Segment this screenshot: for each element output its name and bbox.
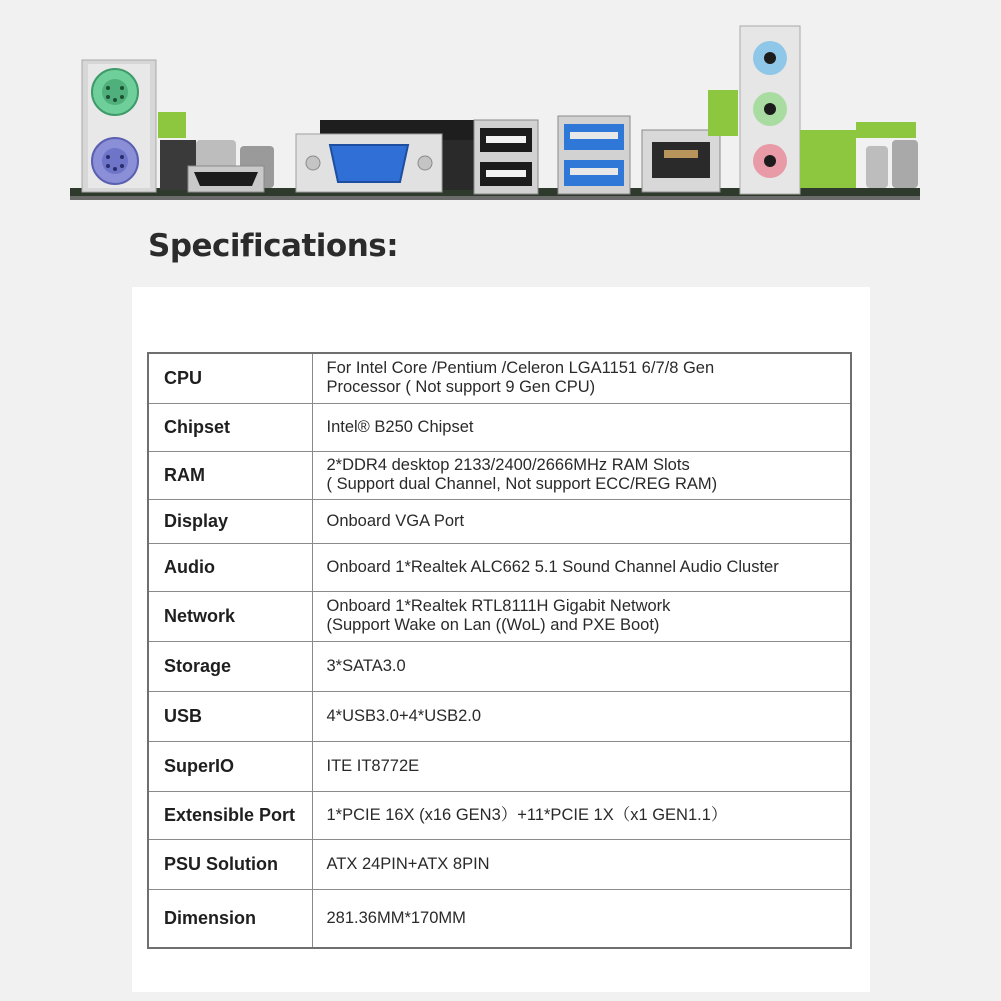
table-row — [148, 741, 851, 791]
spec-label: Storage — [148, 641, 312, 691]
spec-value — [312, 791, 851, 839]
table-row — [148, 691, 851, 741]
table-row — [148, 889, 851, 948]
table-row — [148, 543, 851, 591]
spec-value — [312, 543, 851, 591]
motherboard-io-panel-image — [0, 0, 1001, 215]
table-row — [148, 839, 851, 889]
spec-value-line: Onboard 1*Realtek RTL8111H Gigabit Network — [326, 597, 671, 615]
table-row — [148, 353, 851, 403]
table-row — [148, 591, 851, 641]
spec-value-line: 1*PCIE 16X (x16 GEN3）+11*PCIE 1X（x1 GEN1.1） — [326, 805, 728, 824]
spec-value-line: (Support Wake on Lan ((WoL) and PXE Boot) — [326, 616, 660, 634]
table-row — [148, 451, 851, 499]
spec-value-line: 2*DDR4 desktop 2133/2400/2666MHz RAM Slots — [326, 456, 690, 474]
spec-value-line: 281.36MM*170MM — [326, 908, 466, 927]
table-row — [148, 403, 851, 451]
spec-value-line: Processor ( Not support 9 Gen CPU) — [326, 378, 596, 397]
spec-label: PSU Solution — [148, 839, 312, 889]
spec-value-line: 3*SATA3.0 — [326, 656, 406, 675]
spec-value-line: For Intel Core /Pentium /Celeron LGA1151 6/7/8 Gen — [326, 359, 715, 378]
spec-value-line: ITE IT8772E — [326, 756, 420, 775]
table-row — [148, 791, 851, 839]
audio-jack-icon — [753, 41, 787, 178]
rj45-lan-port-icon — [642, 130, 720, 192]
usb3-port-icon — [558, 116, 630, 194]
spec-value — [312, 889, 851, 948]
spec-value-line: ATX 24PIN+ATX 8PIN — [326, 854, 490, 873]
usb2-port-icon — [474, 120, 538, 194]
page-title: Specifications: — [148, 228, 399, 264]
spec-label: SuperIO — [148, 741, 312, 791]
hdmi-port-icon — [188, 166, 264, 192]
spec-value — [312, 641, 851, 691]
spec-value-line: 4*USB3.0+4*USB2.0 — [326, 706, 482, 725]
ps2-mouse-port-icon — [92, 138, 138, 184]
spec-value — [312, 741, 851, 791]
ps2-keyboard-port-icon — [92, 69, 138, 115]
spec-label: Display — [148, 499, 312, 543]
spec-value — [312, 591, 851, 641]
spec-value — [312, 691, 851, 741]
spec-label: Audio — [148, 543, 312, 591]
table-row — [148, 499, 851, 543]
spec-label: Extensible Port — [148, 791, 312, 839]
audio-jacks — [740, 26, 800, 194]
spec-label: Chipset — [148, 403, 312, 451]
spec-value — [312, 353, 851, 403]
spec-value — [312, 499, 851, 543]
table-row — [148, 641, 851, 691]
spec-label: Dimension — [148, 889, 312, 948]
spec-value-line: Onboard 1*Realtek ALC662 5.1 Sound Channel Audio Cluster — [326, 557, 779, 576]
spec-table — [147, 352, 852, 949]
spec-value — [312, 403, 851, 451]
spec-value-line: Intel® B250 Chipset — [326, 417, 474, 436]
vga-port-icon — [296, 134, 442, 192]
spec-label: RAM — [148, 451, 312, 499]
spec-value — [312, 839, 851, 889]
spec-value-line: ( Support dual Channel, Not support ECC/REG RAM) — [326, 475, 718, 493]
spec-label: CPU — [148, 353, 312, 403]
spec-label: USB — [148, 691, 312, 741]
ps2-ports — [82, 60, 156, 192]
spec-value-line: Onboard VGA Port — [326, 511, 465, 530]
spec-label: Network — [148, 591, 312, 641]
spec-value — [312, 451, 851, 499]
